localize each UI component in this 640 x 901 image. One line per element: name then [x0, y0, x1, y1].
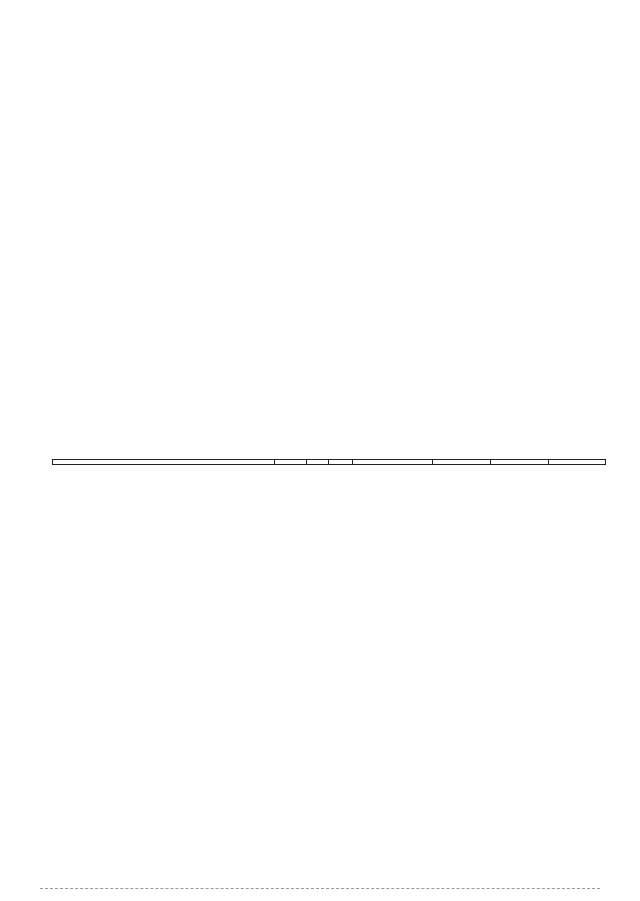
- header-2024: [549, 460, 606, 465]
- header-2023: [491, 460, 549, 465]
- footer-divider: [40, 888, 600, 889]
- header-rz: [307, 460, 329, 465]
- header-csr: [353, 460, 433, 465]
- subsidies-table: [52, 459, 606, 465]
- header-min: [275, 460, 307, 465]
- header-2022: [433, 460, 491, 465]
- header-pr: [329, 460, 353, 465]
- table-header-row: [53, 460, 606, 465]
- header-name: [53, 460, 275, 465]
